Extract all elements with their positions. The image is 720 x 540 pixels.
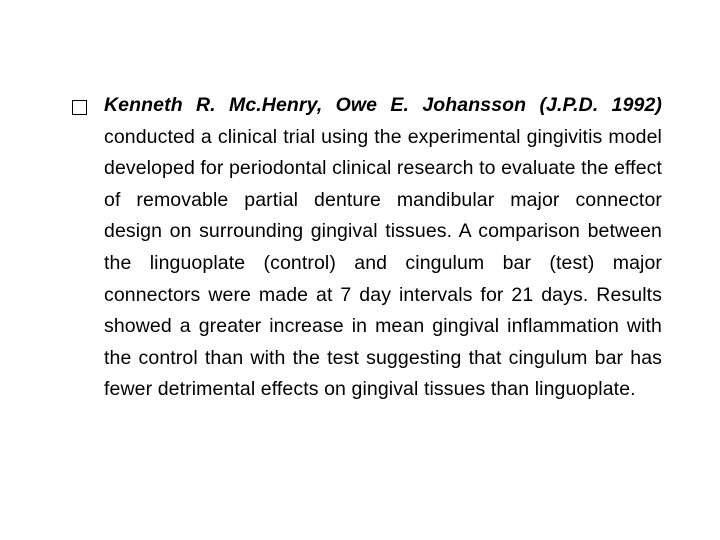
citation-body: conducted a clinical trial using the experimental gingivitis model developed for periodontal clinical research to evaluate the effect of removable partial denture mandibular major connector design on surrounding gingival tissues. A comparison between the linguoplate (control) and cingulum bar (test) major connectors were made at 7 day intervals for 21 days. Results showed a greater increase in mean gingival inflammation with the control than with the test suggesting that cingulum bar has fewer detrimental effects on gingival tissues than linguoplate.: [104, 125, 663, 401]
bullet-item: [72, 90, 662, 406]
citation-lead: Kenneth R. Mc.Henry, Owe E. Johansson (J.P.D. 1992): [104, 94, 662, 116]
hollow-square-bullet-icon: [72, 100, 87, 115]
bullet-paragraph: [104, 90, 662, 406]
